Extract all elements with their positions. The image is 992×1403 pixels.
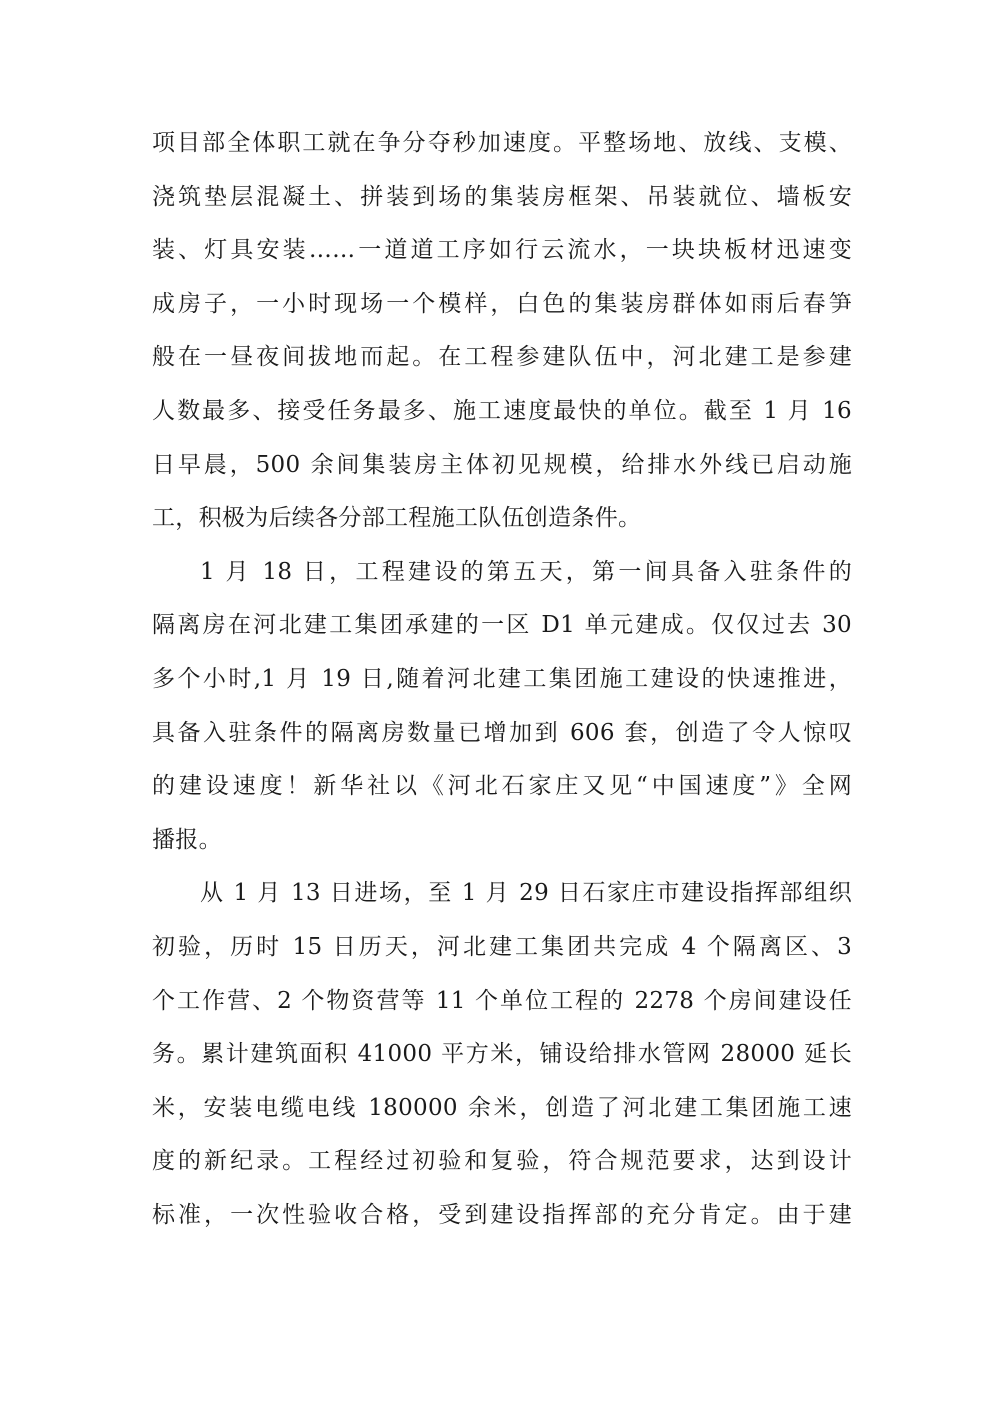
text-line: 装、灯具安装……一道道工序如行云流水，一块块板材迅速变: [152, 237, 852, 264]
text-line: 工，积极为后续各分部工程施工队伍创造条件。: [152, 505, 642, 532]
text-line: 具备入驻条件的隔离房数量已增加到 606 套，创造了令人惊叹: [152, 719, 852, 746]
text-line: 播报。: [152, 826, 222, 853]
text-line: 浇筑垫层混凝土、拼装到场的集装房框架、吊装就位、墙板安: [152, 183, 852, 210]
text-line: 初验，历时 15 日历天，河北建工集团共完成 4 个隔离区、3: [152, 933, 852, 960]
text-line: 成房子，一小时现场一个模样，白色的集装房群体如雨后春笋: [152, 290, 852, 317]
text-line: 日早晨，500 余间集装房主体初见规模，给排水外线已启动施: [152, 451, 852, 478]
text-line: 度的新纪录。工程经过初验和复验，符合规范要求，达到设计: [152, 1148, 852, 1175]
text-line: 人数最多、接受任务最多、施工速度最快的单位。截至 1 月 16: [152, 397, 852, 424]
text-line: 项目部全体职工就在争分夺秒加速度。平整场地、放线、支模、: [152, 130, 852, 156]
text-line: 隔离房在河北建工集团承建的一区 D1 单元建成。仅仅过去 30: [152, 612, 852, 639]
text-line: 的建设速度！新华社以《河北石家庄又见“中国速度”》全网: [152, 773, 852, 800]
text-line: 个工作营、2 个物资营等 11 个单位工程的 2278 个房间建设任: [152, 987, 852, 1014]
text-line: 从 1 月 13 日进场，至 1 月 29 日石家庄市建设指挥部组织: [200, 880, 852, 907]
text-line: 米，安装电缆电线 180000 余米，创造了河北建工集团施工速: [152, 1094, 852, 1121]
text-line: 标准，一次性验收合格，受到建设指挥部的充分肯定。由于建: [152, 1201, 852, 1228]
text-line: 务。累计建筑面积 41000 平方米，铺设给排水管网 28000 延长: [152, 1041, 852, 1068]
text-line: 多个小时,1 月 19 日,随着河北建工集团施工建设的快速推进，: [152, 665, 852, 692]
body-text: [152, 117, 852, 1242]
text-line: 般在一昼夜间拔地而起。在工程参建队伍中，河北建工是参建: [152, 344, 852, 371]
text-line: 1 月 18 日，工程建设的第五天，第一间具备入驻条件的: [200, 558, 852, 585]
